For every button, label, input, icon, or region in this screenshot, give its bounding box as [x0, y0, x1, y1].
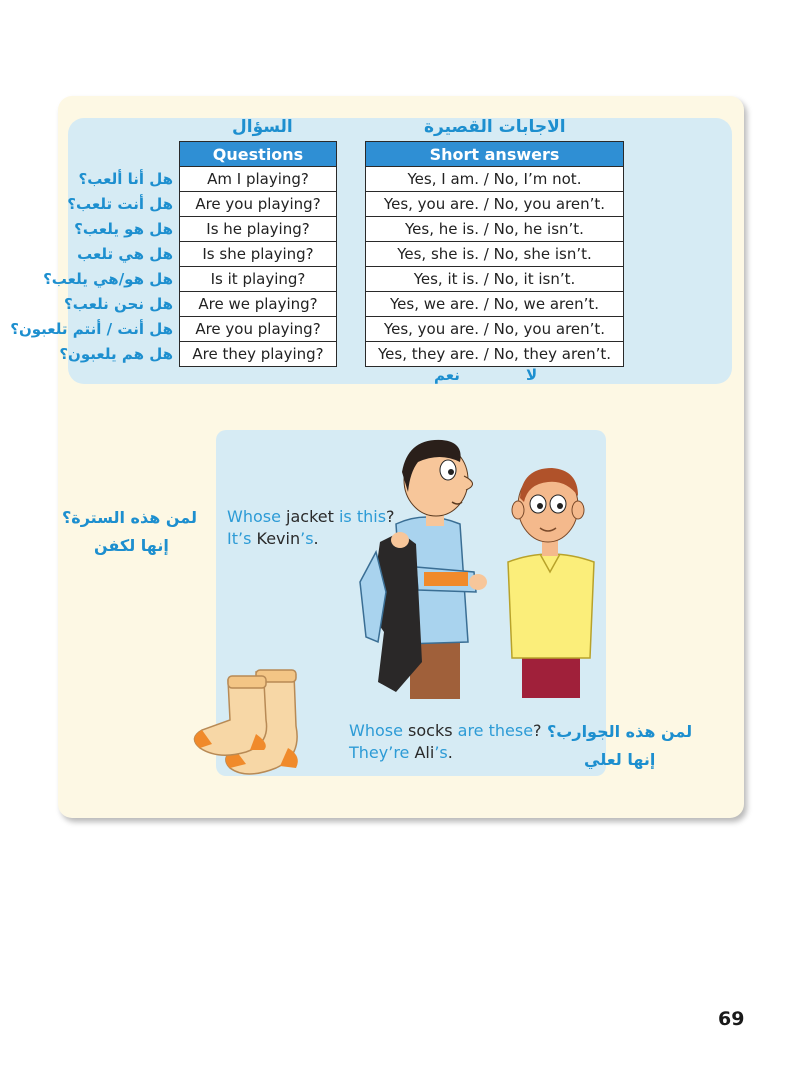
- questions-table: [179, 141, 337, 367]
- man-holding-jacket-illustration: [356, 432, 496, 702]
- dialog-word: .: [313, 529, 319, 548]
- dialog-1-line-2: [227, 528, 395, 550]
- table-row: [180, 292, 337, 317]
- table-row: [366, 242, 624, 267]
- dialog-2-ar-line-1: لمن هذه الجوارب؟: [547, 722, 693, 741]
- answer-cell: Yes, you are. / No, you aren’t.: [366, 317, 624, 342]
- question-cell: Are we playing?: [180, 292, 337, 317]
- question-ar: هل نحن نلعب؟: [64, 295, 173, 313]
- question-ar: هل هي تلعب: [77, 245, 173, 263]
- questions-header-ar: السؤال: [232, 117, 293, 137]
- page-number: 69: [718, 1008, 745, 1030]
- table-row: [366, 192, 624, 217]
- dialog-2-line-2: [349, 742, 542, 764]
- question-ar: هل هو/هي يلعب؟: [43, 270, 173, 288]
- dialog-word: Whose: [349, 721, 403, 740]
- question-cell: Are you playing?: [180, 317, 337, 342]
- table-row: [180, 217, 337, 242]
- table-row: [366, 342, 624, 367]
- answers-table: [365, 141, 624, 367]
- question-ar: هل أنا ألعب؟: [78, 170, 173, 188]
- dialog-2-line-1: [349, 720, 542, 742]
- question-cell: Is she playing?: [180, 242, 337, 267]
- answer-cell: Yes, we are. / No, we aren’t.: [366, 292, 624, 317]
- dialog-word: ’s: [434, 743, 448, 762]
- answer-cell: Yes, it is. / No, it isn’t.: [366, 267, 624, 292]
- question-cell: Am I playing?: [180, 167, 337, 192]
- dialog-word: Ali: [409, 743, 435, 762]
- yes-label-ar: نعم: [434, 366, 460, 384]
- question-ar: هل أنت / أنتم تلعبون؟: [10, 320, 173, 338]
- pair-of-socks-illustration: [184, 664, 338, 790]
- answer-cell: Yes, he is. / No, he isn’t.: [366, 217, 624, 242]
- question-ar: هل هم يلعبون؟: [59, 345, 173, 363]
- no-label-ar: لا: [526, 366, 538, 384]
- table-row: [180, 242, 337, 267]
- table-row: [180, 317, 337, 342]
- dialog-1: [227, 506, 395, 550]
- answers-header-ar: الاجابات القصيرة: [424, 117, 566, 137]
- dialog-1-ar-line-1: لمن هذه السترة؟: [62, 508, 198, 527]
- dialog-word: ?: [386, 507, 395, 526]
- table-row: [366, 167, 624, 192]
- answer-cell: Yes, they are. / No, they aren’t.: [366, 342, 624, 367]
- dialog-word: ’s: [300, 529, 314, 548]
- dialog-word: are these: [457, 721, 534, 740]
- dialog-1-line-1: [227, 506, 395, 528]
- question-cell: Is he playing?: [180, 217, 337, 242]
- answer-cell: Yes, I am. / No, I’m not.: [366, 167, 624, 192]
- question-ar: هل هو يلعب؟: [74, 220, 173, 238]
- answer-cell: Yes, she is. / No, she isn’t.: [366, 242, 624, 267]
- table-row: [180, 342, 337, 367]
- table-row: [366, 267, 624, 292]
- dialog-word: Kevin: [251, 529, 301, 548]
- dialog-1-ar-line-2: إنها لكفن: [94, 536, 169, 555]
- dialog-2-ar-line-2: إنها لعلي: [584, 750, 656, 769]
- dialog-word: is this: [338, 507, 387, 526]
- table-row: [180, 267, 337, 292]
- table-row: [366, 217, 624, 242]
- dialog-word: They’re: [349, 743, 410, 762]
- table-row: [180, 192, 337, 217]
- dialog-word: It’s: [227, 529, 252, 548]
- answer-cell: Yes, you are. / No, you aren’t.: [366, 192, 624, 217]
- boy-yellow-shirt-illustration: [500, 462, 600, 698]
- answers-header: Short answers: [366, 142, 624, 167]
- dialog-word: socks: [402, 721, 458, 740]
- question-cell: Are you playing?: [180, 192, 337, 217]
- dialog-word: jacket: [280, 507, 339, 526]
- dialog-word: .: [447, 743, 453, 762]
- table-row: [180, 167, 337, 192]
- table-row: [366, 292, 624, 317]
- dialog-word: Whose: [227, 507, 281, 526]
- question-cell: Are they playing?: [180, 342, 337, 367]
- question-ar: هل أنت تلعب؟: [67, 195, 173, 213]
- dialog-2: [349, 720, 542, 764]
- dialog-word: ?: [533, 721, 542, 740]
- questions-header: Questions: [180, 142, 337, 167]
- question-cell: Is it playing?: [180, 267, 337, 292]
- table-row: [366, 317, 624, 342]
